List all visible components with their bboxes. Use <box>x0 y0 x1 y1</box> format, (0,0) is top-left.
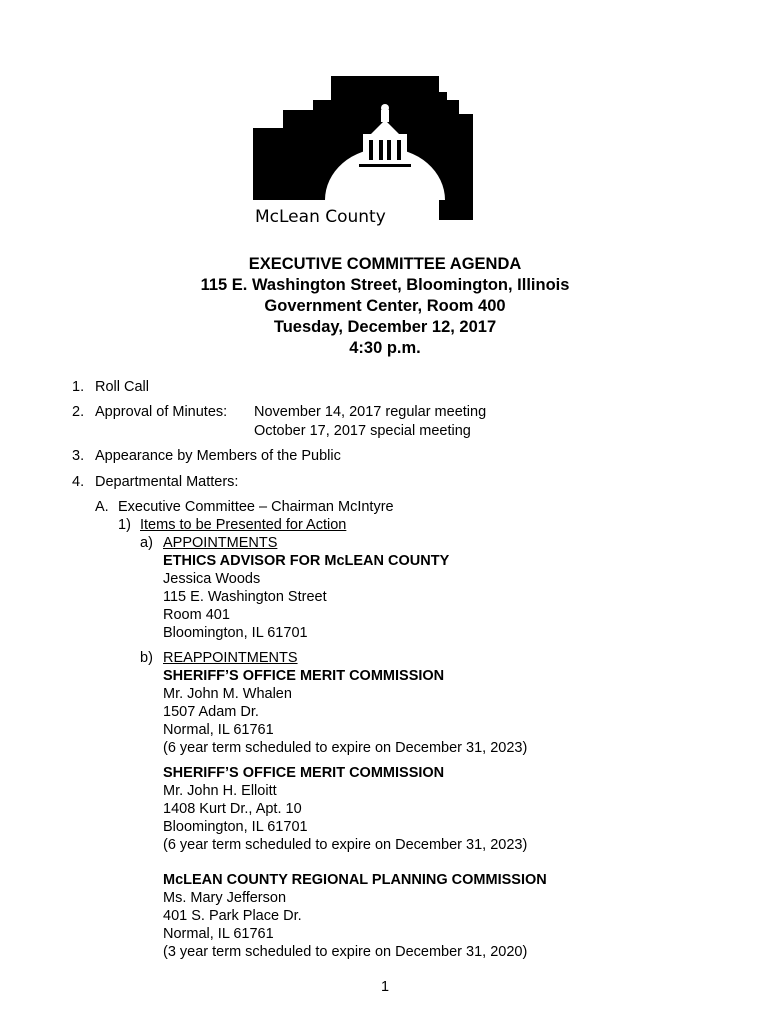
minutes-line: October 17, 2017 special meeting <box>254 423 471 439</box>
meeting-address: 115 E. Washington Street, Bloomington, Illinois <box>200 276 570 294</box>
item-number: 2. <box>72 404 85 420</box>
subitem-number: 1) <box>118 517 131 533</box>
agenda-title: EXECUTIVE COMMITTEE AGENDA <box>248 255 522 273</box>
item-number: 3. <box>72 448 85 464</box>
meeting-time: 4:30 p.m. <box>349 339 421 357</box>
reappointment-line: Mr. John M. Whalen <box>163 686 292 702</box>
reappointment-line: (6 year term scheduled to expire on December 31, 2023) <box>163 837 528 853</box>
appointment-line: 115 E. Washington Street <box>163 589 327 605</box>
mclean-county-logo <box>253 76 475 226</box>
reappointment-line: (3 year term scheduled to expire on December 31, 2020) <box>163 944 528 960</box>
reappointment-line: Ms. Mary Jefferson <box>163 890 287 906</box>
appointments-heading: APPOINTMENTS <box>163 535 278 551</box>
svg-text:McLean County: McLean County <box>255 207 386 226</box>
reappointment-line: Bloomington, IL 61701 <box>163 819 308 835</box>
appointment-line: Room 401 <box>163 607 230 623</box>
reappointment-line: 1507 Adam Dr. <box>163 704 259 720</box>
meeting-location: Government Center, Room 400 <box>264 297 506 315</box>
reappointment-title: SHERIFF’S OFFICE MERIT COMMISSION <box>163 668 445 684</box>
items-for-action-heading: Items to be Presented for Action <box>140 517 347 533</box>
reappointment-line: Normal, IL 61761 <box>163 722 274 738</box>
item-number: 1. <box>72 379 85 395</box>
page-number: 1 <box>380 979 390 995</box>
appointment-title: ETHICS ADVISOR FOR McLEAN COUNTY <box>163 553 450 569</box>
departmental-matters-item: Departmental Matters: <box>95 474 239 490</box>
approval-of-minutes-item: Approval of Minutes: <box>95 404 228 420</box>
subitem-letter: a) <box>140 535 153 551</box>
item-number: 4. <box>72 474 85 490</box>
roll-call-item: Roll Call <box>95 379 149 395</box>
meeting-date: Tuesday, December 12, 2017 <box>273 318 497 336</box>
appointment-line: Jessica Woods <box>163 571 261 587</box>
reappointment-title: SHERIFF’S OFFICE MERIT COMMISSION <box>163 765 445 781</box>
reappointment-title: McLEAN COUNTY REGIONAL PLANNING COMMISSION <box>163 872 547 888</box>
minutes-line: November 14, 2017 regular meeting <box>254 404 487 420</box>
appointment-line: Bloomington, IL 61701 <box>163 625 308 641</box>
executive-committee-section: Executive Committee – Chairman McIntyre <box>118 499 394 515</box>
reappointment-line: 401 S. Park Place Dr. <box>163 908 302 924</box>
public-appearance-item: Appearance by Members of the Public <box>95 448 341 464</box>
reappointment-line: 1408 Kurt Dr., Apt. 10 <box>163 801 302 817</box>
reappointment-line: Mr. John H. Elloitt <box>163 783 277 799</box>
reappointments-heading: REAPPOINTMENTS <box>163 650 298 666</box>
reappointment-line: (6 year term scheduled to expire on December 31, 2023) <box>163 740 528 756</box>
reappointment-line: Normal, IL 61761 <box>163 926 274 942</box>
subitem-letter: b) <box>140 650 153 666</box>
section-letter: A. <box>95 499 109 515</box>
